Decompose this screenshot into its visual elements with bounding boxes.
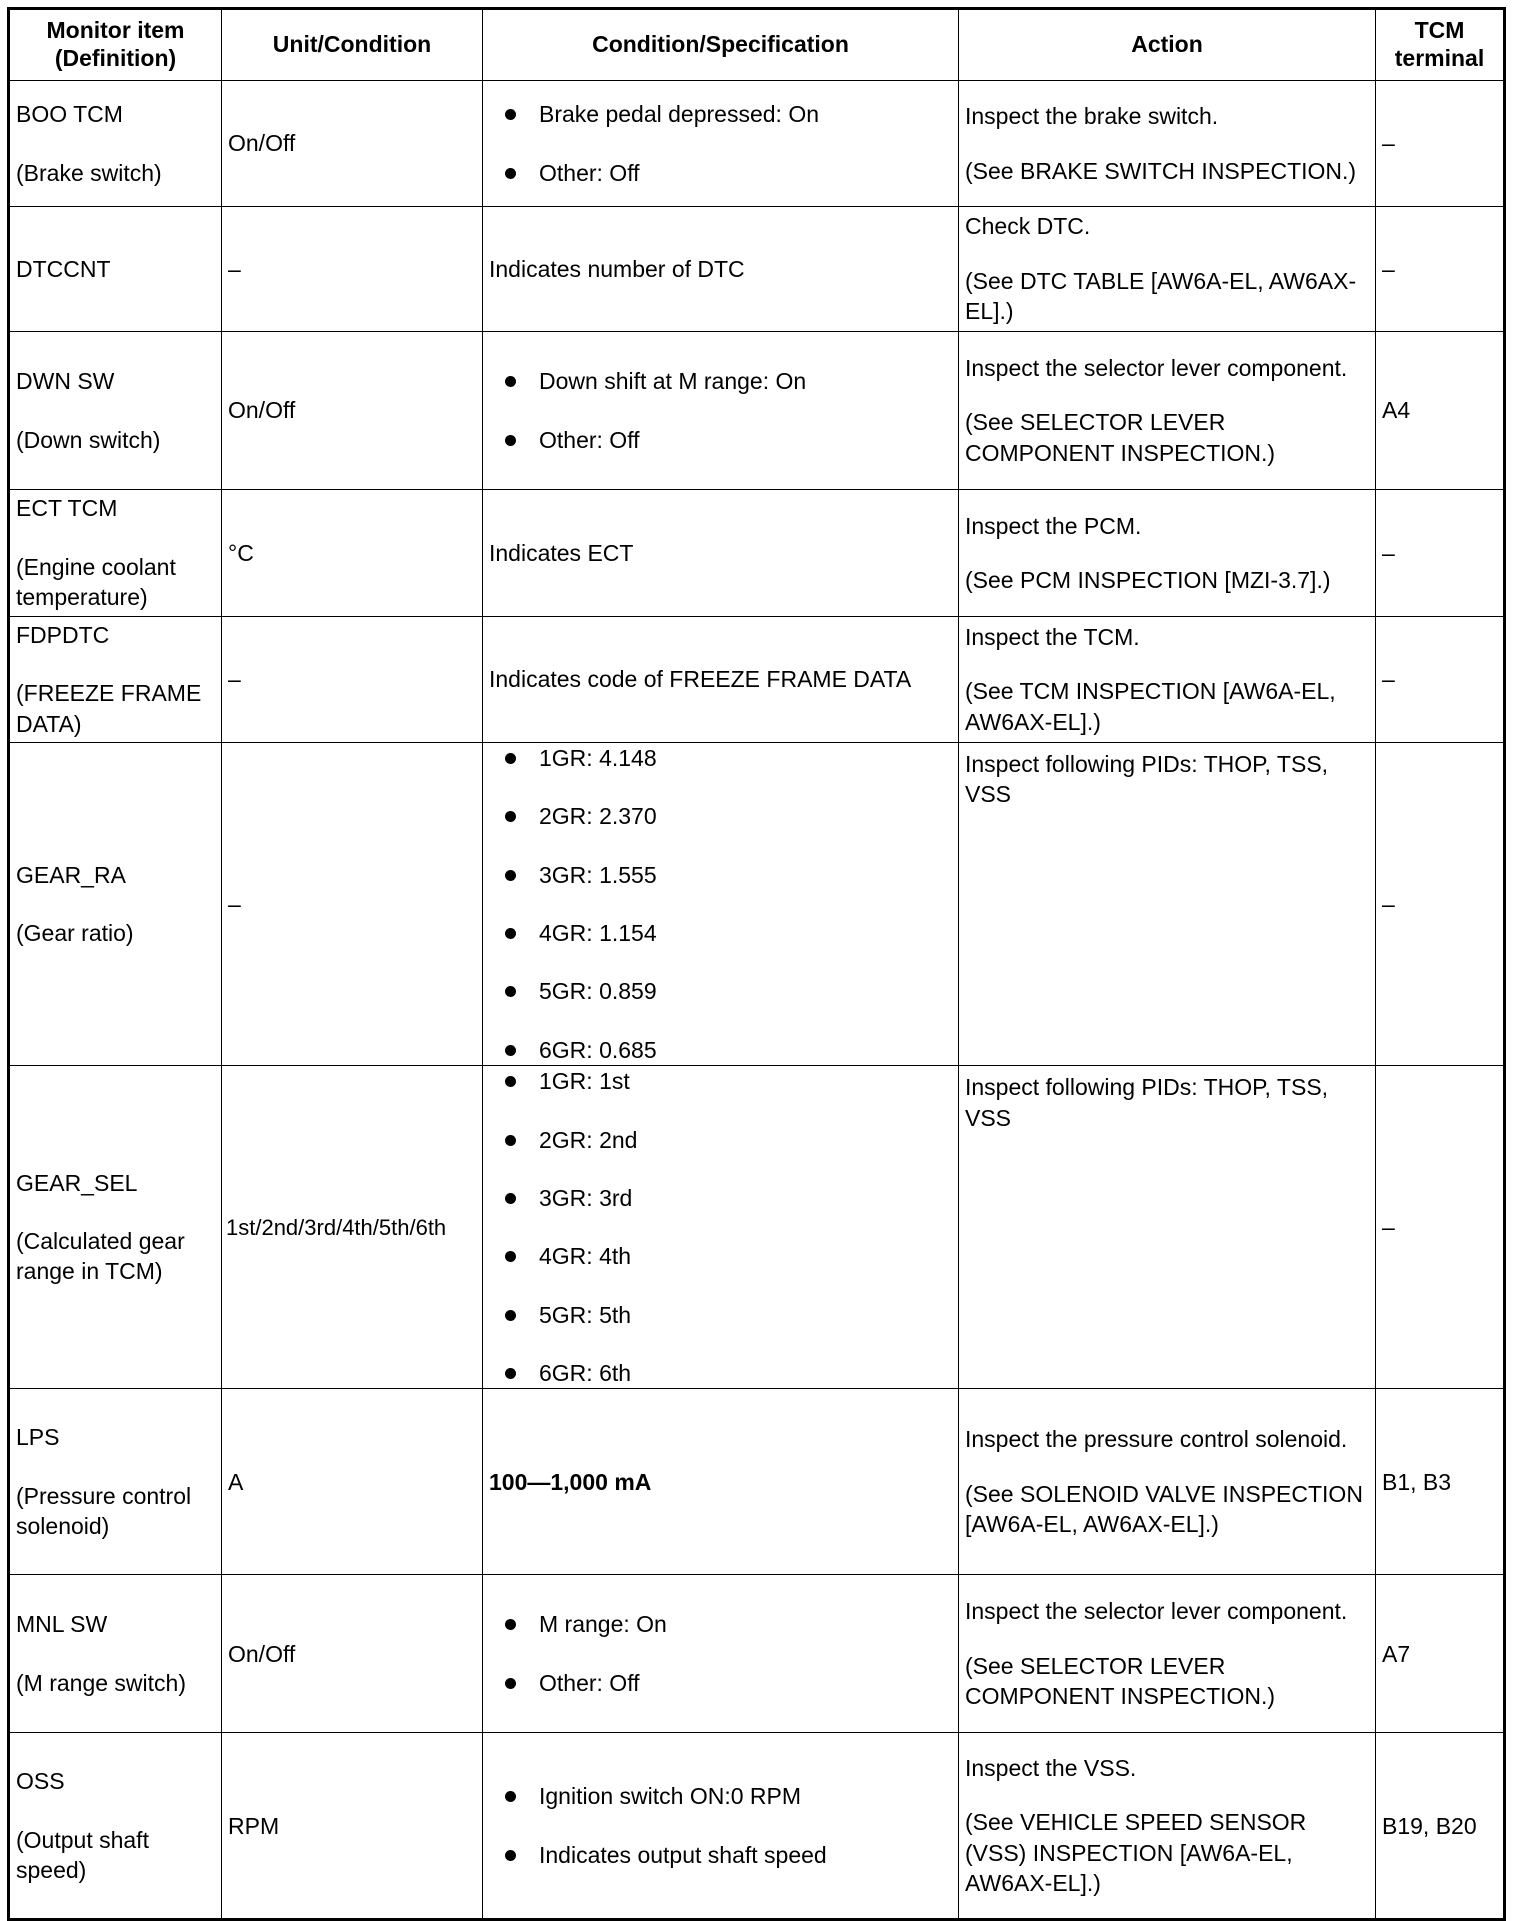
table-row	[9, 207, 1505, 332]
action-instruction: Inspect the brake switch.	[965, 103, 1219, 130]
cell-action	[959, 81, 1376, 207]
cell-tcm-terminal: –	[1376, 617, 1505, 743]
header-unit-condition: Unit/Condition	[222, 9, 483, 81]
spec-bullet-list	[489, 1609, 952, 1698]
cell-action	[959, 1066, 1376, 1389]
monitor-item-name: MNL SW	[16, 1611, 108, 1638]
cell-action	[959, 207, 1376, 332]
header-action: Action	[959, 9, 1376, 81]
action-reference: (See SELECTOR LEVER COMPONENT INSPECTION.)	[965, 409, 1276, 466]
spec-bullet-item: Other: Off	[539, 158, 952, 188]
cell-condition-specification	[483, 1575, 959, 1733]
spec-bullet-item: 5GR: 5th	[539, 1300, 952, 1330]
cell-tcm-terminal: B1, B3	[1376, 1389, 1505, 1575]
action-instruction: Inspect the pressure control solenoid.	[965, 1426, 1348, 1453]
cell-unit-condition: –	[222, 743, 483, 1066]
spec-bullet-list	[489, 1781, 952, 1870]
spec-bullet-list	[489, 743, 952, 1065]
cell-monitor-item	[9, 1575, 222, 1733]
monitor-item-table	[7, 7, 1506, 1921]
spec-bullet-item: 2GR: 2nd	[539, 1125, 952, 1155]
spec-bullet-item: 4GR: 1.154	[539, 918, 952, 948]
spec-bullet-item: Indicates output shaft speed	[539, 1840, 952, 1870]
spec-bullet-item: 6GR: 6th	[539, 1358, 952, 1388]
spec-bullet-list	[489, 99, 952, 188]
spec-bullet-list	[489, 366, 952, 455]
cell-unit-condition: °C	[222, 490, 483, 617]
action-reference: (See PCM INSPECTION [MZI-3.7].)	[965, 567, 1331, 593]
cell-tcm-terminal: B19, B20	[1376, 1733, 1505, 1920]
action-reference: (See SELECTOR LEVER COMPONENT INSPECTION.)	[965, 1652, 1276, 1709]
cell-tcm-terminal: A4	[1376, 332, 1505, 490]
monitor-item-name: ECT TCM	[16, 495, 118, 522]
cell-action	[959, 490, 1376, 617]
spec-bullet-item: 5GR: 0.859	[539, 976, 952, 1006]
cell-condition-specification	[483, 81, 959, 207]
monitor-item-definition: (Engine coolant temperature)	[16, 553, 176, 611]
action-instruction: Inspect following PIDs: THOP, TSS, VSS	[965, 751, 1329, 808]
cell-tcm-terminal: A7	[1376, 1575, 1505, 1733]
cell-condition-specification	[483, 1066, 959, 1389]
table-row	[9, 81, 1505, 207]
cell-tcm-terminal: –	[1376, 81, 1505, 207]
spec-text: 100—1,000 mA	[489, 1468, 652, 1495]
cell-monitor-item	[9, 332, 222, 490]
cell-action	[959, 617, 1376, 743]
cell-monitor-item	[9, 81, 222, 207]
action-reference: (See TCM INSPECTION [AW6A-EL, AW6AX-EL].)	[965, 678, 1336, 735]
monitor-item-name: GEAR_RA	[16, 861, 126, 888]
cell-condition-specification	[483, 617, 959, 743]
cell-unit-condition: –	[222, 617, 483, 743]
table-row	[9, 1389, 1505, 1575]
cell-monitor-item	[9, 1389, 222, 1575]
spec-bullet-item: M range: On	[539, 1609, 952, 1639]
header-tcm-terminal: TCM terminal	[1376, 9, 1505, 81]
monitor-item-name: DWN SW	[16, 368, 115, 395]
table-row	[9, 1575, 1505, 1733]
monitor-item-definition: (Calculated gear range in TCM)	[16, 1228, 185, 1285]
monitor-item-name: LPS	[16, 1424, 60, 1451]
spec-text: Indicates ECT	[489, 539, 634, 566]
action-instruction: Inspect the TCM.	[965, 623, 1140, 650]
spec-bullet-item: Other: Off	[539, 1668, 952, 1698]
cell-tcm-terminal: –	[1376, 743, 1505, 1066]
monitor-item-definition: (Gear ratio)	[16, 920, 134, 947]
cell-monitor-item	[9, 490, 222, 617]
monitor-item-name: FDPDTC	[16, 621, 110, 648]
cell-condition-specification	[483, 332, 959, 490]
monitor-item-definition: (Output shaft speed)	[16, 1826, 149, 1883]
cell-condition-specification	[483, 1733, 959, 1920]
header-condition-specification: Condition/Specification	[483, 9, 959, 81]
action-instruction: Inspect the selector lever component.	[965, 354, 1348, 381]
cell-condition-specification	[483, 743, 959, 1066]
cell-action	[959, 1575, 1376, 1733]
monitor-item-definition: (M range switch)	[16, 1669, 186, 1696]
spec-bullet-item: 4GR: 4th	[539, 1241, 952, 1271]
action-reference: (See VEHICLE SPEED SENSOR (VSS) INSPECTION [AW6A-EL, AW6AX-EL].)	[965, 1809, 1307, 1897]
cell-unit-condition: RPM	[222, 1733, 483, 1920]
spec-bullet-item: 3GR: 1.555	[539, 860, 952, 890]
table-row	[9, 332, 1505, 490]
cell-condition-specification	[483, 207, 959, 332]
cell-unit-condition: –	[222, 207, 483, 332]
monitor-item-name: BOO TCM	[16, 101, 123, 128]
action-instruction: Inspect the PCM.	[965, 512, 1142, 539]
monitor-item-name: DTCCNT	[16, 255, 111, 282]
spec-bullet-item: Brake pedal depressed: On	[539, 99, 952, 129]
header-monitor-item: Monitor item (Definition)	[9, 9, 222, 81]
cell-unit-condition: A	[222, 1389, 483, 1575]
monitor-item-name: GEAR_SEL	[16, 1169, 138, 1196]
spec-bullet-item: Other: Off	[539, 425, 952, 455]
cell-unit-condition: On/Off	[222, 332, 483, 490]
cell-action	[959, 1733, 1376, 1920]
action-instruction: Inspect following PIDs: THOP, TSS, VSS	[965, 1074, 1329, 1131]
cell-monitor-item	[9, 207, 222, 332]
cell-monitor-item	[9, 1733, 222, 1920]
spec-text: Indicates number of DTC	[489, 255, 745, 282]
table-row	[9, 1733, 1505, 1920]
cell-tcm-terminal: –	[1376, 207, 1505, 332]
cell-tcm-terminal: –	[1376, 490, 1505, 617]
table-row	[9, 1066, 1505, 1389]
action-reference: (See DTC TABLE [AW6A-EL, AW6AX-EL].)	[965, 267, 1357, 325]
spec-bullet-item: 1GR: 1st	[539, 1066, 952, 1096]
cell-unit-condition: On/Off	[222, 81, 483, 207]
action-instruction: Inspect the VSS.	[965, 1755, 1137, 1782]
cell-monitor-item	[9, 1066, 222, 1389]
monitor-item-definition: (Pressure control solenoid)	[16, 1482, 192, 1539]
spec-bullet-item: 2GR: 2.370	[539, 801, 952, 831]
cell-condition-specification	[483, 490, 959, 617]
action-instruction: Inspect the selector lever component.	[965, 1598, 1348, 1625]
cell-action	[959, 332, 1376, 490]
monitor-item-name: OSS	[16, 1768, 65, 1795]
spec-text: Indicates code of FREEZE FRAME DATA	[489, 666, 912, 693]
monitor-item-definition: (Brake switch)	[16, 159, 162, 186]
table-row	[9, 490, 1505, 617]
cell-condition-specification	[483, 1389, 959, 1575]
spec-bullet-item: 1GR: 4.148	[539, 743, 952, 773]
cell-tcm-terminal: –	[1376, 1066, 1505, 1389]
cell-unit-condition: On/Off	[222, 1575, 483, 1733]
action-reference: (See BRAKE SWITCH INSPECTION.)	[965, 157, 1357, 184]
table-row	[9, 743, 1505, 1066]
cell-monitor-item	[9, 617, 222, 743]
cell-unit-condition: 1st/2nd/3rd/4th/5th/6th	[222, 1066, 483, 1389]
table-row	[9, 617, 1505, 743]
spec-bullet-list	[489, 1066, 952, 1388]
table-header-row	[9, 9, 1505, 81]
action-reference: (See SOLENOID VALVE INSPECTION [AW6A-EL, AW6AX-EL].)	[965, 1480, 1363, 1537]
spec-bullet-item: Down shift at M range: On	[539, 366, 952, 396]
cell-action	[959, 1389, 1376, 1575]
monitor-item-definition: (FREEZE FRAME DATA)	[16, 680, 202, 737]
cell-action	[959, 743, 1376, 1066]
spec-bullet-item: 6GR: 0.685	[539, 1035, 952, 1065]
action-instruction: Check DTC.	[965, 213, 1091, 240]
spec-bullet-item: Ignition switch ON:0 RPM	[539, 1781, 952, 1811]
cell-monitor-item	[9, 743, 222, 1066]
monitor-item-definition: (Down switch)	[16, 426, 161, 453]
spec-bullet-item: 3GR: 3rd	[539, 1183, 952, 1213]
